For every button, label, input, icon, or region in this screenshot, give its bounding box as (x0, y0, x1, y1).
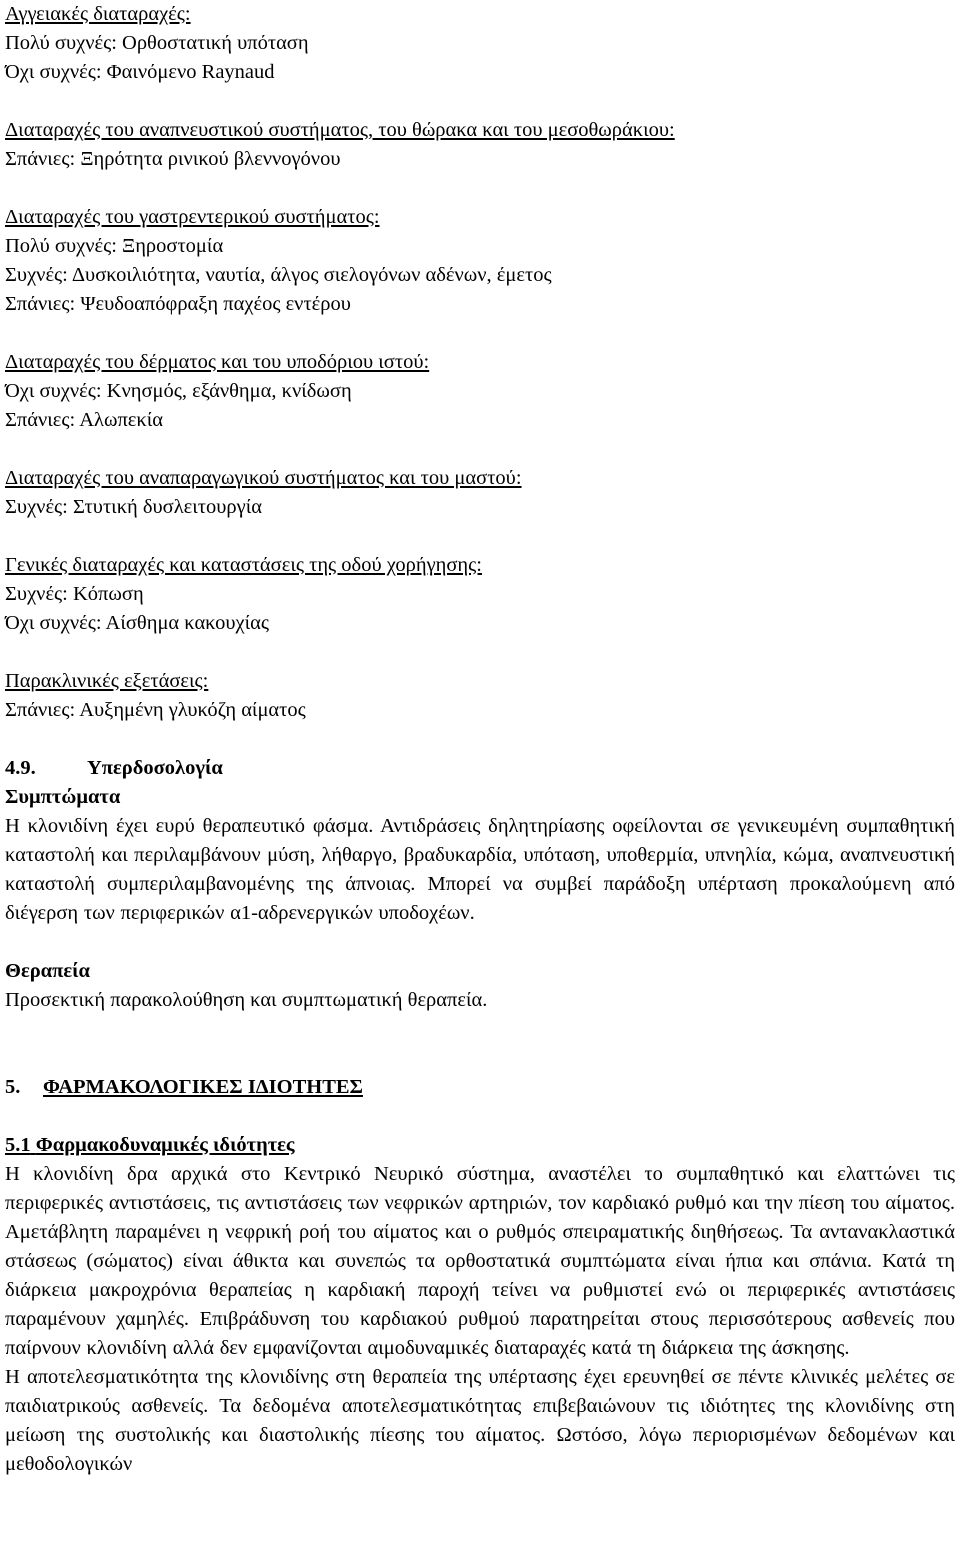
paragraph-therapy: Προσεκτική παρακολούθηση και συμπτωματική θεραπεία. (5, 989, 488, 1011)
list-item: Όχι συχνές: Φαινόμενο Raynaud (5, 61, 275, 83)
subsection-number: 5.1 (5, 1134, 31, 1156)
list-item: Σπάνιες: Ξηρότητα ρινικού βλεννογόνου (5, 148, 341, 170)
heading-skin: Διαταραχές του δέρματος και του υποδόριου ιστού: (5, 351, 430, 373)
list-item: Συχνές: Κόπωση (5, 583, 144, 605)
subheading-therapy: Θεραπεία (5, 960, 90, 982)
list-item: Σπάνιες: Αλωπεκία (5, 409, 164, 431)
list-item: Πολύ συχνές: Ξηροστομία (5, 235, 224, 257)
section-title: Υπερδοσολογία (87, 757, 223, 779)
heading-reproductive: Διαταραχές του αναπαραγωγικού συστήματος και του μαστού: (5, 467, 522, 489)
spacer (5, 319, 955, 348)
spacer (5, 522, 955, 551)
heading-vascular: Αγγειακές διαταραχές: (5, 3, 191, 25)
spacer (5, 725, 955, 754)
spacer (5, 1044, 955, 1073)
section-heading-pharmacology (5, 1073, 955, 1102)
paragraph-pharmacodynamics-2: Η αποτελεσματικότητα της κλονιδίνης στη θεραπεία της υπέρτασης έχει ερευνηθεί σε πέντε κλινικές μελέτες σε παιδιατρικούς ασθενείς. Τα δεδομένα αποτελεσματικότητας επιβεβαιώνουν τις ιδιότητες της κλονιδίνης στη μείωση της συστολικής και διαστολικής πίεσης του αίματος. Ωστόσο, λόγω περιορισμένων δεδομένων και μεθοδολογικών (5, 1366, 955, 1475)
subheading-pharmacodynamics (5, 1131, 955, 1160)
paragraph-pharmacodynamics-1: Η κλονιδίνη δρα αρχικά στο Κεντρικό Νευρικό σύστημα, αναστέλει το συμπαθητικό και ελαττώνει τις περιφερικές αντιστάσεις, τις αντιστάσεις των νεφρικών αρτηριών, τον καρδιακό ρυθμό και την πίεση του αίματος. Αμετάβλητη παραμένει η νεφρική ροή του αίματος και ο ρυθμός σπειραματικής διηθήσεως. Τα αντανακλαστικά στάσεως (σώματος) είναι άθικτα και συνεπώς τα ορθοστατικά συμπτώματα είναι ήπια και σπάνια. Κατά τη διάρκεια μακροχρόνια θεραπείας η καρδιακή παροχή τείνει να ρυθμιστεί ενώ οι περιφερικές αντιστάσεις παραμένουν χαμηλές. Επιβράδυνση του καρδιακού ρυθμού παρατηρείται στους περισσότερους ασθενείς που παίρνουν κλονιδίνη αλλά δεν εμφανίζονται αιμοδυναμικές διαταραχές κατά τη διάρκεια της άσκησης. (5, 1163, 955, 1359)
heading-general: Γενικές διαταραχές και καταστάσεις της οδού χορήγησης: (5, 554, 482, 576)
heading-respiratory: Διαταραχές του αναπνευστικού συστήματος, του θώρακα και του μεσοθωράκιου: (5, 119, 675, 141)
list-item: Σπάνιες: Αυξημένη γλυκόζη αίματος (5, 699, 306, 721)
section-heading-overdose (5, 754, 955, 783)
list-item: Όχι συχνές: Κνησμός, εξάνθημα, κνίδωση (5, 380, 352, 402)
subsection-title: Φαρμακοδυναμικές ιδιότητες (35, 1134, 295, 1156)
list-item: Συχνές: Δυσκοιλιότητα, ναυτία, άλγος σιελογόνων αδένων, έμετος (5, 264, 552, 286)
paragraph-symptoms: Η κλονιδίνη έχει ευρύ θεραπευτικό φάσμα. Αντιδράσεις δηλητηρίασης οφείλονται σε γενικευμένη συμπαθητική καταστολή και περιλαμβάνουν μύση, λήθαργο, βραδυκαρδία, υπόταση, υποθερμία, υπνηλία, κώμα, αναπνευστική καταστολή συμπεριλαμβανομένης της άπνοιας. Μπορεί να συμβεί παράδοξη υπέρταση προκαλούμενη από διέγερση των περιφερικών α1-αδρενεργικών υποδοχέων. (5, 815, 955, 924)
list-item: Συχνές: Στυτική δυσλειτουργία (5, 496, 262, 518)
section-number: 5. (5, 1076, 21, 1098)
section-title: ΦΑΡΜΑΚΟΛΟΓΙΚΕΣ ΙΔΙΟΤΗΤΕΣ (43, 1076, 363, 1098)
heading-investigations: Παρακλινικές εξετάσεις: (5, 670, 209, 692)
document-page (5, 0, 955, 1479)
spacer (5, 1102, 955, 1131)
spacer (5, 87, 955, 116)
spacer (5, 435, 955, 464)
spacer (5, 1015, 955, 1044)
list-item: Πολύ συχνές: Ορθοστατική υπόταση (5, 32, 309, 54)
list-item: Όχι συχνές: Αίσθημα κακουχίας (5, 612, 269, 634)
section-number: 4.9. (5, 757, 36, 779)
list-item: Σπάνιες: Ψευδοαπόφραξη παχέος εντέρου (5, 293, 351, 315)
spacer (5, 174, 955, 203)
spacer (5, 638, 955, 667)
spacer (5, 928, 955, 957)
heading-gastrointestinal: Διαταραχές του γαστρεντερικού συστήματος: (5, 206, 380, 228)
subheading-symptoms: Συμπτώματα (5, 786, 121, 808)
